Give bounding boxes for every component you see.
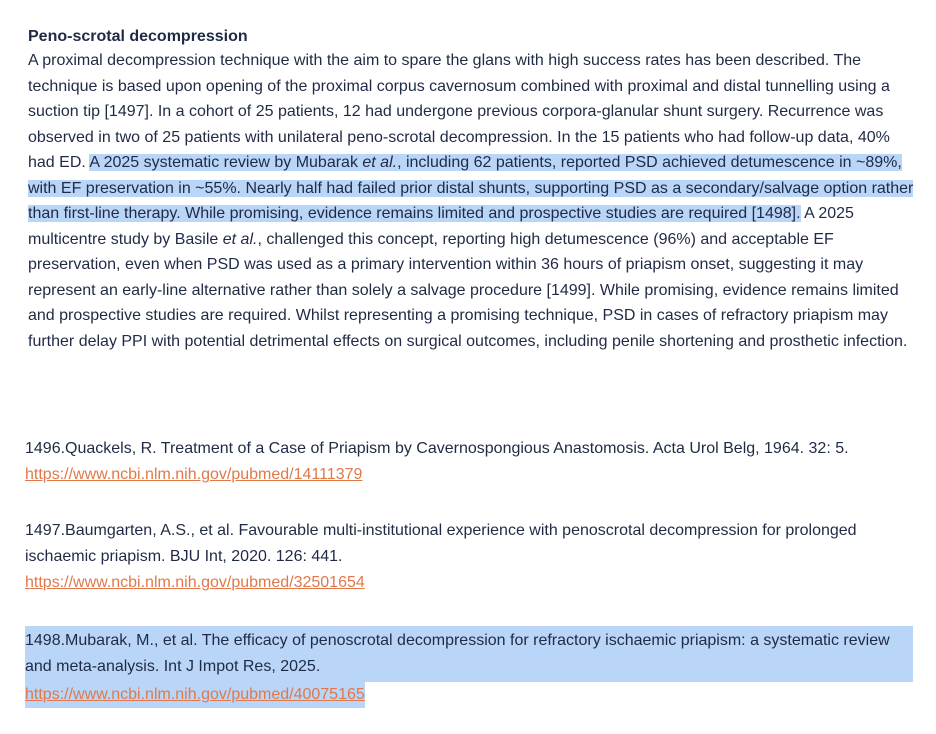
paragraph-text-after-b: , challenged this concept, reporting high detumescence (96%) and acceptable EF preservation, even when PSD was used as a primary intervention within 36 hours of priapism onset, suggesting it may represent an early-line alternative rather than solely a salvage procedure [1499]. While promising, evidence remains limited and prospective studies are required. Whilst representing a promising technique, PSD in cases of refractory priapism may further delay PPI with potential detrimental effects on surgical outcomes, including penile shortening and prosthetic infection. (28, 230, 908, 350)
highlighted-selection[interactable] (28, 154, 913, 222)
reference-text: 1496.Quackels, R. Treatment of a Case of Priapism by Cavernospongious Anastomosis. Acta Urol Belg, 1964. 32: 5. (25, 440, 849, 457)
reference-1498 (25, 626, 917, 708)
highlight-text-b: , including 62 patients, reported PSD achieved detumescence in ~89%, with EF preservation in ~55%. Nearly half had failed prior distal shunts, supporting PSD as a secondary/salvage option rather than first-line therapy. While promising, evidence remains limited and prospective studies are required [1498]. (28, 154, 914, 222)
reference-1496 (25, 436, 917, 488)
highlight-text-a: A 2025 systematic review by Mubarak (89, 154, 363, 171)
reference-link[interactable]: https://www.ncbi.nlm.nih.gov/pubmed/40075165 (25, 682, 365, 708)
section-heading: Peno-scrotal decompression (28, 28, 248, 45)
reference-link[interactable]: https://www.ncbi.nlm.nih.gov/pubmed/14111379 (25, 466, 363, 483)
paragraph-et-al: et al. (222, 230, 258, 248)
reference-link[interactable]: https://www.ncbi.nlm.nih.gov/pubmed/32501654 (25, 574, 365, 591)
reference-text-highlighted[interactable]: 1498.Mubarak, M., et al. The efficacy of penoscrotal decompression for refractory ischaemic priapism: a systematic review and meta-analysis. Int J Impot Res, 2025. (25, 626, 913, 682)
reference-text: 1497.Baumgarten, A.S., et al. Favourable multi-institutional experience with penoscrotal decompression for prolonged ischaemic priapism. BJU Int, 2020. 126: 441. (25, 522, 857, 565)
paragraph-text-before-highlight: A proximal decompression technique with the aim to spare the glans with high success rates has been described. The technique is based upon opening of the proximal corpus cavernosum combined with proximal and distal tunnelling using a suction tip [1497]. In a cohort of 25 patients, 12 had undergone previous corpora-glanular shunt surgery. Recurrence was observed in two of 25 patients with unilateral peno-scrotal decompression. In the 15 patients who had follow-up data, 40% had ED. (28, 52, 890, 171)
section-peno-scrotal-decompression (28, 26, 916, 354)
highlight-et-al: et al. (362, 154, 398, 171)
section-paragraph (28, 48, 916, 354)
reference-1497 (25, 518, 917, 596)
paragraph-text-after-a: A 2025 multicentre study by Basile (28, 205, 854, 248)
